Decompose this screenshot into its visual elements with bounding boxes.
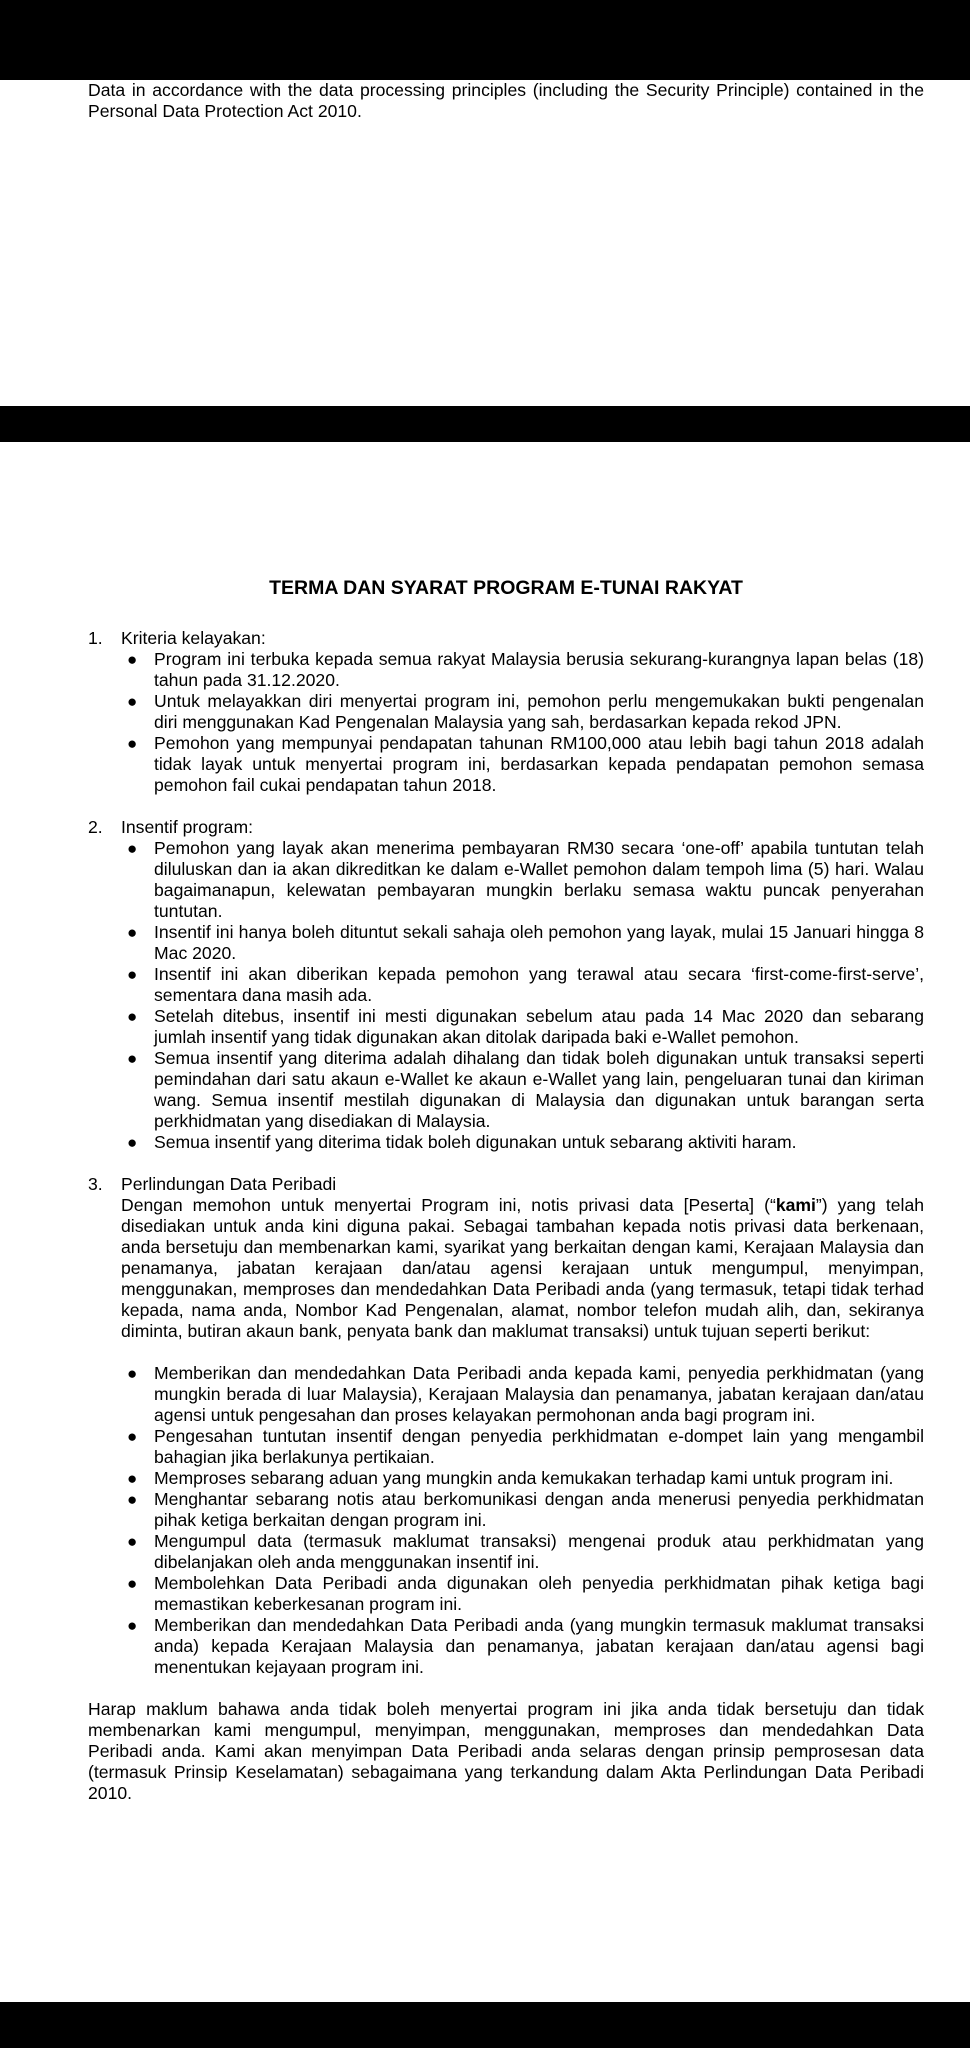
bold-term: kami [775, 1195, 816, 1215]
list-item: ● Memproses sebarang aduan yang mungkin anda kemukakan terhadap kami untuk program ini. [127, 1468, 894, 1488]
list-item: ● Semua insentif yang diterima tidak boleh digunakan untuk sebarang aktiviti haram. [127, 1132, 797, 1152]
bullet-list [121, 1363, 924, 1678]
list-item: ● Untuk melayakkan diri menyertai program ini, pemohon perlu mengemukakan bukti pengenalan diri menggunakan Kad Pengenalan Malaysia yang sah, berdasarkan kepada rekod JPN. [127, 691, 924, 732]
bullet-icon: ● [127, 692, 138, 711]
list-item: ● Mengumpul data (termasuk maklumat transaksi) mengenai produk atau perkhidmatan yang dibelanjakan oleh anda menggunakan insentif ini. [127, 1531, 924, 1572]
section-heading: Kriteria kelayakan: [121, 628, 266, 648]
bullet-icon: ● [127, 1532, 138, 1551]
section-heading: Perlindungan Data Peribadi [121, 1174, 337, 1194]
section-data-protection [88, 1174, 924, 1678]
list-item: ● Insentif ini akan diberikan kepada pemohon yang terawal atau secara ‘first-come-first-serve’, sementara dana masih ada. [127, 964, 924, 1005]
list-item: ● Semua insentif yang diterima adalah dihalang dan tidak boleh digunakan untuk transaksi seperti pemindahan dari satu akaun e-Wallet ke akaun e-Wallet yang lain, pengeluaran tunai dan kiriman wang. Semua insentif mestilah digunakan di Malaysia dan digunakan untuk barangan serta perkhidmatan yang disediakan di Malaysia. [127, 1048, 924, 1131]
bottom-black-bar [0, 2002, 970, 2048]
bullet-icon: ● [127, 1616, 138, 1635]
bullet-icon: ● [127, 1364, 138, 1383]
list-item: ● Insentif ini hanya boleh dituntut sekali sahaja oleh pemohon yang layak, mulai 15 Januari hingga 8 Mac 2020. [127, 922, 924, 963]
bullet-icon: ● [127, 1490, 138, 1509]
list-item: ● Menghantar sebarang notis atau berkomunikasi dengan anda menerusi penyedia perkhidmatan pihak ketiga berkaitan dengan program ini. [127, 1489, 924, 1530]
bullet-list [121, 838, 924, 1153]
section-heading: Insentif program: [121, 817, 254, 837]
section-intro-paragraph: Dengan memohon untuk menyertai Program ini, notis privasi data [Peserta] (“kami”) yang telah disediakan untuk anda kini diguna pakai. Sebagai tambahan kepada notis privasi data berkenaan, anda bersetuju dan membenarkan kami, syarikat yang berkaitan dengan kami, Kerajaan Malaysia dan penamanya, jabatan kerajaan dan/atau agensi kerajaan untuk mengumpul, menyimpan, menggunakan, memproses dan mendedahkan Data Peribadi anda (yang termasuk, tetapi tidak terhad kepada, nama anda, Nombor Kad Pengenalan, alamat, nombor telefon mudah alih, dan, sekiranya diminta, butiran akaun bank, penyata bank dan maklumat transaksi) untuk tujuan seperti berikut: [121, 1195, 925, 1341]
terms-page [88, 576, 924, 1804]
bullet-icon: ● [127, 965, 138, 984]
list-item: ● Membolehkan Data Peribadi anda digunakan oleh penyedia perkhidmatan pihak ketiga bagi memastikan keberkesanan program ini. [127, 1573, 924, 1614]
list-item: ● Pemohon yang mempunyai pendapatan tahunan RM100,000 atau lebih bagi tahun 2018 adalah tidak layak untuk menyertai program ini, berdasarkan kepada pendapatan pemohon semasa pemohon fail cukai pendapatan tahun 2018. [127, 733, 924, 795]
bullet-icon: ● [127, 1574, 138, 1593]
bullet-list [121, 649, 924, 796]
list-item: ● Memberikan dan mendedahkan Data Peribadi anda (yang mungkin termasuk maklumat transaksi anda) kepada Kerajaan Malaysia dan penamanya, jabatan kerajaan dan/atau agensi bagi menentukan kejayaan program ini. [127, 1615, 924, 1677]
closing-paragraph: Harap maklum bahawa anda tidak boleh menyertai program ini jika anda tidak bersetuju dan tidak membenarkan kami mengumpul, menyimpan, menggunakan, memproses dan mendedahkan Data Peribadi anda. Kami akan menyimpan Data Peribadi anda selaras dengan prinsip pemprosesan data (termasuk Prinsip Keselamatan) sebagaimana yang terkandung dalam Akta Perlindungan Data Peribadi 2010. [88, 1699, 924, 1803]
section-incentive [88, 817, 924, 1153]
list-item: ● Setelah ditebus, insentif ini mesti digunakan sebelum atau pada 14 Mac 2020 dan sebarang jumlah insentif yang tidak digunakan akan ditolak daripada baki e-Wallet pemohon. [127, 1006, 924, 1047]
bullet-icon: ● [127, 1133, 138, 1152]
bullet-icon: ● [127, 1049, 138, 1068]
section-number: 2. [88, 817, 103, 837]
document-title: TERMA DAN SYARAT PROGRAM E-TUNAI RAKYAT [269, 577, 743, 599]
bullet-icon: ● [127, 923, 138, 942]
bullet-icon: ● [127, 1469, 138, 1488]
top-black-bar [0, 0, 970, 80]
page-separator-bar [0, 406, 970, 442]
bullet-icon: ● [127, 650, 138, 669]
bullet-icon: ● [127, 734, 138, 753]
list-item: ● Pemohon yang layak akan menerima pembayaran RM30 secara ‘one-off’ apabila tuntutan telah diluluskan dan ia akan dikreditkan ke dalam e-Wallet pemohon dalam tempoh lima (5) hari. Walau bagaimanapun, kelewatan pembayaran mungkin berlaku semasa waktu puncak penyerahan tuntutan. [127, 838, 924, 921]
section-eligibility [88, 628, 924, 796]
list-item: ● Memberikan dan mendedahkan Data Peribadi anda kepada kami, penyedia perkhidmatan (yang mungkin berada di luar Malaysia), Kerajaan Malaysia dan penamanya, jabatan kerajaan dan/atau agensi untuk pengesahan dan proses kelayakan permohonan anda bagi program ini. [127, 1363, 924, 1425]
bullet-icon: ● [127, 839, 138, 858]
list-item: ● Pengesahan tuntutan insentif dengan penyedia perkhidmatan e-dompet lain yang mengambil bahagian jika berlakunya pertikaian. [127, 1426, 924, 1467]
bullet-icon: ● [127, 1427, 138, 1446]
section-number: 3. [88, 1174, 103, 1194]
list-item: ● Program ini terbuka kepada semua rakyat Malaysia berusia sekurang-kurangnya lapan belas (18) tahun pada 31.12.2020. [127, 649, 924, 690]
previous-page-carryover-text: Data in accordance with the data processing principles (including the Security Principle) contained in the Personal Data Protection Act 2010. [88, 80, 924, 121]
bullet-icon: ● [127, 1007, 138, 1026]
section-number: 1. [88, 628, 103, 648]
